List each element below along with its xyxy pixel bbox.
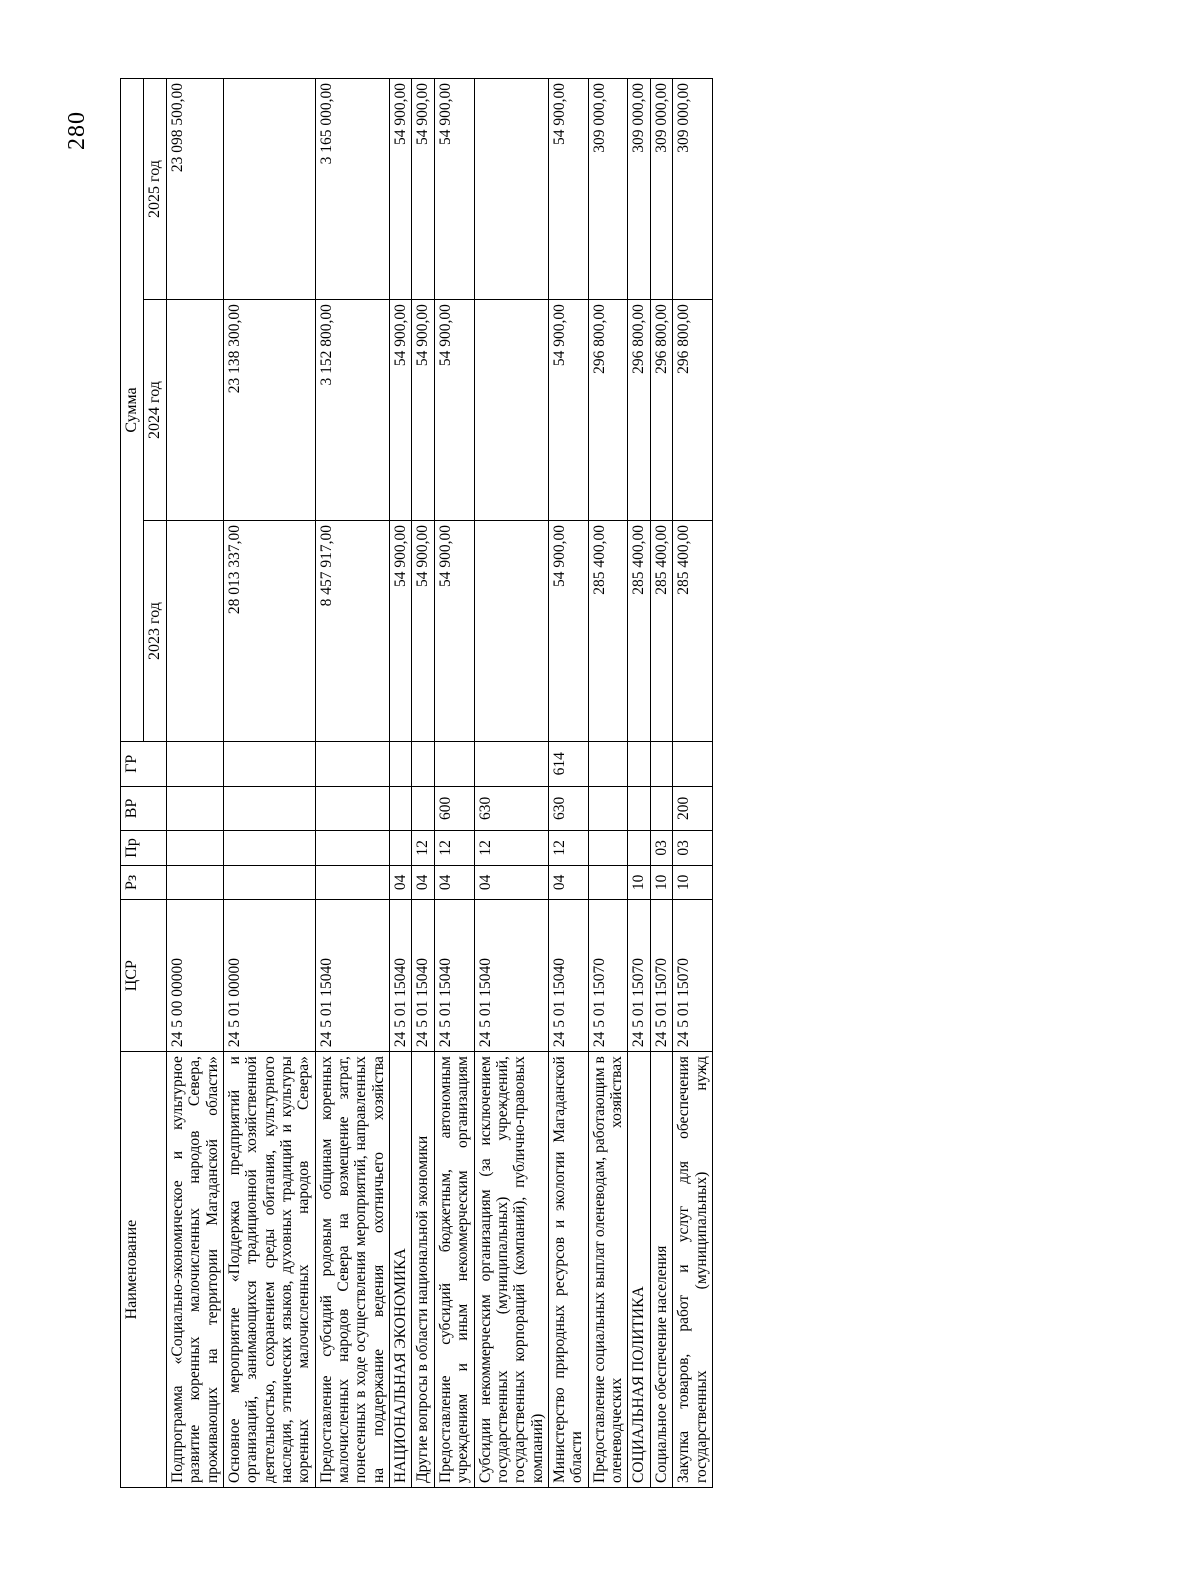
row-vr: 600 xyxy=(434,786,474,831)
row-rz: 10 xyxy=(628,865,650,899)
row-pr xyxy=(166,831,223,865)
row-gr xyxy=(166,742,223,787)
row-gr xyxy=(390,742,412,787)
table-header-row-1 xyxy=(121,79,144,1488)
table-row xyxy=(628,79,650,1488)
row-csr: 24 5 01 00000 xyxy=(223,900,315,1052)
table-row xyxy=(315,79,389,1488)
column-header-name: Наименование xyxy=(121,1052,167,1488)
row-gr xyxy=(628,742,650,787)
budget-table xyxy=(120,78,713,1488)
row-y2025: 309 000,00 xyxy=(650,79,672,300)
row-y2023: 54 900,00 xyxy=(412,521,434,742)
row-y2025: 309 000,00 xyxy=(628,79,650,300)
column-header-vr: ВР xyxy=(121,786,167,831)
row-y2025: 54 900,00 xyxy=(390,79,412,300)
row-vr xyxy=(390,786,412,831)
row-gr xyxy=(673,742,713,787)
column-header-2024: 2024 год xyxy=(143,300,166,521)
row-y2023 xyxy=(474,521,548,742)
table-row xyxy=(673,79,713,1488)
row-rz: 10 xyxy=(650,865,672,899)
column-header-2023: 2023 год xyxy=(143,521,166,742)
row-pr xyxy=(223,831,315,865)
table-row xyxy=(588,79,628,1488)
row-pr xyxy=(315,831,389,865)
row-y2025: 309 000,00 xyxy=(673,79,713,300)
row-pr xyxy=(628,831,650,865)
table-row xyxy=(390,79,412,1488)
row-y2025 xyxy=(223,79,315,300)
row-y2023: 54 900,00 xyxy=(549,521,589,742)
budget-table-container xyxy=(120,78,713,1488)
row-pr: 12 xyxy=(434,831,474,865)
row-y2025: 3 165 000,00 xyxy=(315,79,389,300)
row-y2024: 54 900,00 xyxy=(549,300,589,521)
row-y2023: 285 400,00 xyxy=(673,521,713,742)
row-pr: 03 xyxy=(650,831,672,865)
row-gr xyxy=(315,742,389,787)
row-y2023: 285 400,00 xyxy=(588,521,628,742)
row-y2023: 54 900,00 xyxy=(390,521,412,742)
row-vr xyxy=(650,786,672,831)
row-y2023: 8 457 917,00 xyxy=(315,521,389,742)
table-row xyxy=(549,79,589,1488)
row-csr: 24 5 01 15040 xyxy=(549,900,589,1052)
row-rz: 04 xyxy=(412,865,434,899)
row-y2025: 54 900,00 xyxy=(549,79,589,300)
row-vr xyxy=(412,786,434,831)
column-header-pr: Пр xyxy=(121,831,167,865)
table-row xyxy=(166,79,223,1488)
row-pr: 12 xyxy=(549,831,589,865)
row-y2024: 54 900,00 xyxy=(434,300,474,521)
row-csr: 24 5 01 15040 xyxy=(315,900,389,1052)
row-y2024: 296 800,00 xyxy=(628,300,650,521)
row-rz: 10 xyxy=(673,865,713,899)
row-csr: 24 5 01 15070 xyxy=(650,900,672,1052)
row-name: Основное мероприятие «Поддержка предприятий и организаций, занимающихся традиционной хозяйственной деятельностью, сохранением среды обитания, культурного наследия, этнических языков, духовных традиций и культуры коренных малочисленных народов Севера» xyxy=(223,1052,315,1488)
row-rz: 04 xyxy=(549,865,589,899)
row-name: Предоставление социальных выплат оленеводам, работающим в оленеводческих хозяйствах xyxy=(588,1052,628,1488)
row-name: Предоставление субсидий бюджетным, автономным учреждениям и иным некоммерческим организациям xyxy=(434,1052,474,1488)
row-name: Предоставление субсидий родовым общинам коренных малочисленных народов Севера на возмещение затрат, понесенных в ходе осуществления мероприятий, направленных на поддержание ведения охотничьего хозяйства xyxy=(315,1052,389,1488)
row-name: Министерство природных ресурсов и экологии Магаданской области xyxy=(549,1052,589,1488)
row-rz xyxy=(166,865,223,899)
row-csr: 24 5 01 15040 xyxy=(390,900,412,1052)
column-header-sum-group: Сумма xyxy=(121,79,144,742)
row-name: Другие вопросы в области национальной экономики xyxy=(412,1052,434,1488)
row-name: Субсидии некоммерческим организациям (за исключением государственных (муниципальных) учреждений, государственных корпораций (компаний), публично-правовых компаний) xyxy=(474,1052,548,1488)
page-number: 280 xyxy=(64,111,90,150)
row-gr xyxy=(650,742,672,787)
row-y2024 xyxy=(166,300,223,521)
row-csr: 24 5 01 15040 xyxy=(412,900,434,1052)
row-name: Социальное обеспечение населения xyxy=(650,1052,672,1488)
row-y2024: 3 152 800,00 xyxy=(315,300,389,521)
row-rz xyxy=(223,865,315,899)
row-y2025: 54 900,00 xyxy=(434,79,474,300)
row-y2023: 28 013 337,00 xyxy=(223,521,315,742)
row-gr xyxy=(434,742,474,787)
row-y2024: 54 900,00 xyxy=(390,300,412,521)
row-vr: 630 xyxy=(549,786,589,831)
row-vr xyxy=(315,786,389,831)
table-row xyxy=(412,79,434,1488)
row-pr: 12 xyxy=(474,831,548,865)
row-y2024: 23 138 300,00 xyxy=(223,300,315,521)
row-vr: 630 xyxy=(474,786,548,831)
row-name: СОЦИАЛЬНАЯ ПОЛИТИКА xyxy=(628,1052,650,1488)
row-y2023: 54 900,00 xyxy=(434,521,474,742)
row-y2023: 285 400,00 xyxy=(650,521,672,742)
table-row xyxy=(434,79,474,1488)
row-vr xyxy=(588,786,628,831)
row-gr xyxy=(412,742,434,787)
row-csr: 24 5 01 15070 xyxy=(588,900,628,1052)
row-rz xyxy=(315,865,389,899)
row-name: Подпрограмма «Социально-экономическое и культурное развитие коренных малочисленных народов Севера, проживающих на территории Магаданской области» xyxy=(166,1052,223,1488)
table-body xyxy=(166,79,712,1488)
table-header xyxy=(121,79,167,1488)
row-gr: 614 xyxy=(549,742,589,787)
row-csr: 24 5 00 00000 xyxy=(166,900,223,1052)
row-y2024: 54 900,00 xyxy=(412,300,434,521)
row-rz xyxy=(588,865,628,899)
table-row xyxy=(650,79,672,1488)
row-rz: 04 xyxy=(474,865,548,899)
table-row xyxy=(474,79,548,1488)
row-csr: 24 5 01 15040 xyxy=(434,900,474,1052)
row-y2023 xyxy=(166,521,223,742)
row-gr xyxy=(223,742,315,787)
row-y2024 xyxy=(474,300,548,521)
row-pr: 12 xyxy=(412,831,434,865)
row-y2024: 296 800,00 xyxy=(650,300,672,521)
row-vr xyxy=(223,786,315,831)
row-gr xyxy=(588,742,628,787)
row-vr: 200 xyxy=(673,786,713,831)
table-row xyxy=(223,79,315,1488)
row-gr xyxy=(474,742,548,787)
row-y2025 xyxy=(474,79,548,300)
row-vr xyxy=(628,786,650,831)
row-pr xyxy=(390,831,412,865)
row-csr: 24 5 01 15070 xyxy=(628,900,650,1052)
row-vr xyxy=(166,786,223,831)
row-rz: 04 xyxy=(434,865,474,899)
row-y2025: 54 900,00 xyxy=(412,79,434,300)
row-y2025: 23 098 500,00 xyxy=(166,79,223,300)
row-csr: 24 5 01 15040 xyxy=(474,900,548,1052)
row-pr: 03 xyxy=(673,831,713,865)
row-name: НАЦИОНАЛЬНАЯ ЭКОНОМИКА xyxy=(390,1052,412,1488)
column-header-csr: ЦСР xyxy=(121,900,167,1052)
column-header-gr: ГР xyxy=(121,742,167,787)
row-csr: 24 5 01 15070 xyxy=(673,900,713,1052)
row-y2024: 296 800,00 xyxy=(588,300,628,521)
row-pr xyxy=(588,831,628,865)
row-name: Закупка товаров, работ и услуг для обеспечения государственных (муниципальных) нужд xyxy=(673,1052,713,1488)
row-rz: 04 xyxy=(390,865,412,899)
row-y2024: 296 800,00 xyxy=(673,300,713,521)
row-y2025: 309 000,00 xyxy=(588,79,628,300)
column-header-2025: 2025 год xyxy=(143,79,166,300)
column-header-rz: Рз xyxy=(121,865,167,899)
row-y2023: 285 400,00 xyxy=(628,521,650,742)
